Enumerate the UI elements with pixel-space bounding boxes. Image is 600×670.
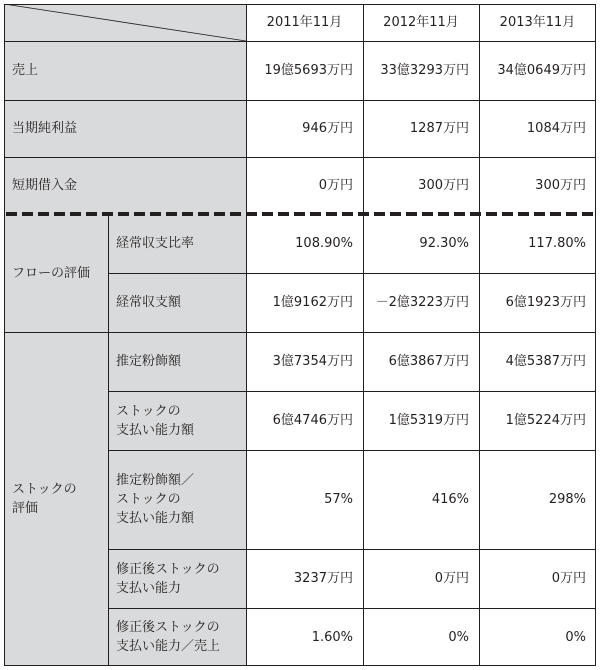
sales-2013: 34億0649万円 (497, 63, 586, 78)
adjusted-solvency-to-sales-2012: 0% (448, 629, 469, 645)
vline-col-2 (363, 4, 364, 666)
short-term-debt-2011: 0万円 (318, 178, 353, 193)
ordinary-amount-2012: －2億3223万円 (375, 295, 469, 310)
group-label-stock: ストックの 評価 (4, 332, 108, 666)
section-dashed-divider (6, 212, 596, 216)
row-label-adjusted-solvency: 修正後ストックの 支払い能力 (108, 549, 246, 608)
estimated-window-dressing-2013: 4億5387万円 (505, 354, 586, 369)
estimated-window-dressing-2011: 3億7354万円 (272, 354, 353, 369)
column-header-2011: 2011年11月 (266, 15, 343, 30)
hline-row-1 (4, 100, 596, 101)
estimated-window-dressing-2012: 6億3867万円 (388, 354, 469, 369)
header-corner-diagonal (4, 4, 246, 41)
ordinary-amount-2011: 1億9162万円 (272, 295, 353, 310)
hline-stock-2 (108, 450, 596, 451)
vline-group-divider (108, 214, 109, 666)
vline-col-1 (246, 4, 247, 666)
dressing-to-solvency-2013: 298% (548, 492, 586, 507)
hline-flow-stock (4, 332, 596, 333)
vline-col-3 (479, 4, 480, 666)
column-header-2012: 2012年11月 (383, 15, 459, 30)
row-label-ordinary-ratio: 経常収支比率 (108, 214, 246, 273)
dressing-to-solvency-2011: 57% (324, 492, 353, 507)
row-label-sales: 売上 (4, 41, 246, 100)
ordinary-ratio-2012: 92.30% (419, 236, 469, 251)
net-income-2013: 1084万円 (526, 121, 586, 136)
group-label-flow: フローの評価 (4, 214, 108, 332)
column-header-2013: 2013年11月 (499, 15, 576, 30)
hline-stock-3 (108, 549, 596, 550)
net-income-2012: 1287万円 (409, 121, 469, 136)
hline-stock-4 (108, 608, 596, 609)
row-label-estimated-window-dressing: 推定粉飾額 (108, 332, 246, 391)
adjusted-solvency-2012: 0万円 (434, 571, 469, 586)
hline-header (4, 41, 596, 42)
stock-solvency-2013: 1億5224万円 (505, 413, 586, 428)
sales-2012: 33億3293万円 (380, 63, 469, 78)
hline-stock-1 (108, 391, 596, 392)
row-label-net-income: 当期純利益 (4, 100, 246, 157)
border-bottom (4, 665, 596, 666)
border-left (4, 4, 5, 666)
row-label-ordinary-amount: 経常収支額 (108, 273, 246, 332)
stock-solvency-2012: 1億5319万円 (388, 413, 469, 428)
hline-row-2 (4, 157, 596, 158)
row-label-stock-solvency: ストックの 支払い能力額 (108, 391, 246, 450)
adjusted-solvency-to-sales-2011: 1.60% (311, 629, 353, 645)
dressing-to-solvency-2012: 416% (431, 492, 469, 507)
row-label-adjusted-solvency-to-sales: 修正後ストックの 支払い能力／売上 (108, 608, 246, 666)
ordinary-ratio-2013: 117.80% (528, 236, 586, 251)
short-term-debt-2012: 300万円 (418, 178, 469, 193)
ordinary-amount-2013: 6億1923万円 (505, 295, 586, 310)
adjusted-solvency-to-sales-2013: 0% (565, 629, 586, 645)
adjusted-solvency-2011: 3237万円 (293, 571, 353, 586)
ordinary-ratio-2011: 108.90% (295, 236, 353, 251)
row-label-short-term-debt: 短期借入金 (4, 157, 246, 214)
row-label-dressing-to-solvency: 推定粉飾額／ ストックの 支払い能力額 (108, 450, 246, 549)
sales-2011: 19億5693万円 (264, 63, 353, 78)
border-right (595, 4, 596, 666)
net-income-2011: 946万円 (302, 121, 353, 136)
hline-flow-inner (108, 273, 596, 274)
stock-solvency-2011: 6億4746万円 (272, 413, 353, 428)
short-term-debt-2013: 300万円 (535, 178, 586, 193)
adjusted-solvency-2013: 0万円 (551, 571, 586, 586)
